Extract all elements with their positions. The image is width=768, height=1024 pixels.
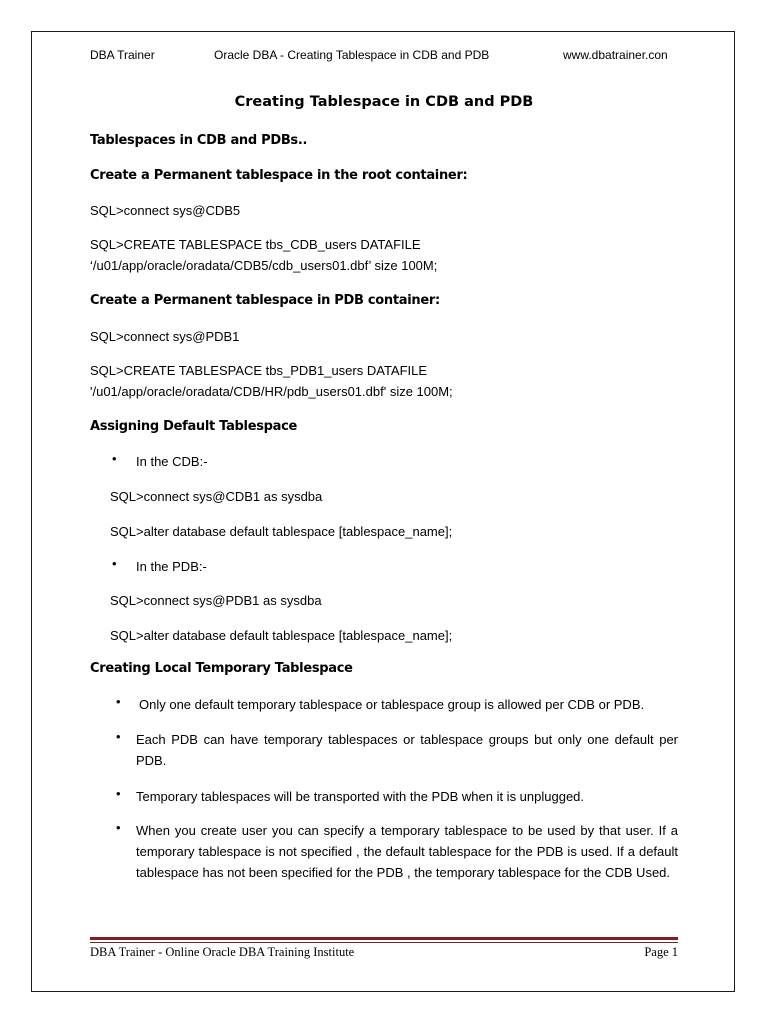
footer-rule-thick — [90, 937, 678, 940]
header-center: Oracle DBA - Creating Tablespace in CDB and PDB — [214, 48, 490, 62]
root-connect: SQL>connect sys@CDB5 — [90, 203, 241, 218]
pdb-connect: SQL>connect sys@PDB1 as sysdba — [110, 593, 322, 608]
pdb-alter: SQL>alter database default tablespace [tablespace_name]; — [110, 628, 453, 643]
footer-left: DBA Trainer - Online Oracle DBA Training Institute — [90, 945, 355, 959]
bullet-icon: • — [116, 729, 121, 744]
root-create-line1: SQL>CREATE TABLESPACE tbs_CDB_users DATAFILE — [90, 237, 421, 252]
default-heading: Assigning Default Tablespace — [90, 419, 298, 434]
cdb-connect: SQL>connect sys@CDB1 as sysdba — [110, 489, 323, 504]
temp-bullet-1: Only one default temporary tablespace or tablespace group is allowed per CDB or PDB. — [139, 697, 645, 712]
pdb-heading: Create a Permanent tablespace in PDB container: — [90, 293, 440, 308]
bullet-icon: • — [116, 820, 121, 835]
pdb-create-line2: '/u01/app/oracle/oradata/CDB/HR/pdb_users01.dbf' size 100M; — [90, 384, 453, 399]
root-create-line2: ‘/u01/app/oracle/oradata/CDB5/cdb_users01.dbf’ size 100M; — [90, 258, 438, 273]
intro-heading: Tablespaces in CDB and PDBs.. — [90, 133, 308, 148]
cdb-alter: SQL>alter database default tablespace [tablespace_name]; — [110, 524, 453, 539]
temp-heading: Creating Local Temporary Tablespace — [90, 661, 353, 676]
temp-bullet-2: Each PDB can have temporary tablespaces or tablespace groups but only one default per PDB. — [136, 732, 678, 768]
root-heading: Create a Permanent tablespace in the root container: — [90, 168, 468, 183]
temp-bullet-4: When you create user you can specify a temporary tablespace to be used by that user. If a temporary tablespace is not specified , the default tablespace for the PDB is used. If a default tablespace has not been specified for the PDB , the temporary tablespace for the CDB Used. — [136, 823, 678, 880]
footer-rule-thin — [90, 942, 678, 943]
bullet-icon: • — [112, 451, 117, 466]
pdb-connect: SQL>connect sys@PDB1 — [90, 329, 240, 344]
bullet-icon: • — [112, 556, 117, 571]
page-number: Page 1 — [644, 945, 678, 959]
bullet-icon: • — [116, 694, 121, 709]
header-left: DBA Trainer — [90, 48, 155, 62]
bullet-icon: • — [116, 786, 121, 801]
pdb-bullet: In the PDB:- — [136, 559, 207, 574]
temp-bullet-3: Temporary tablespaces will be transported with the PDB when it is unplugged. — [136, 789, 585, 804]
cdb-bullet: In the CDB:- — [136, 454, 208, 469]
pdb-create-line1: SQL>CREATE TABLESPACE tbs_PDB1_users DATAFILE — [90, 363, 428, 378]
page-title: Creating Tablespace in CDB and PDB — [234, 94, 534, 110]
header-right: www.dbatrainer.con — [563, 48, 668, 62]
